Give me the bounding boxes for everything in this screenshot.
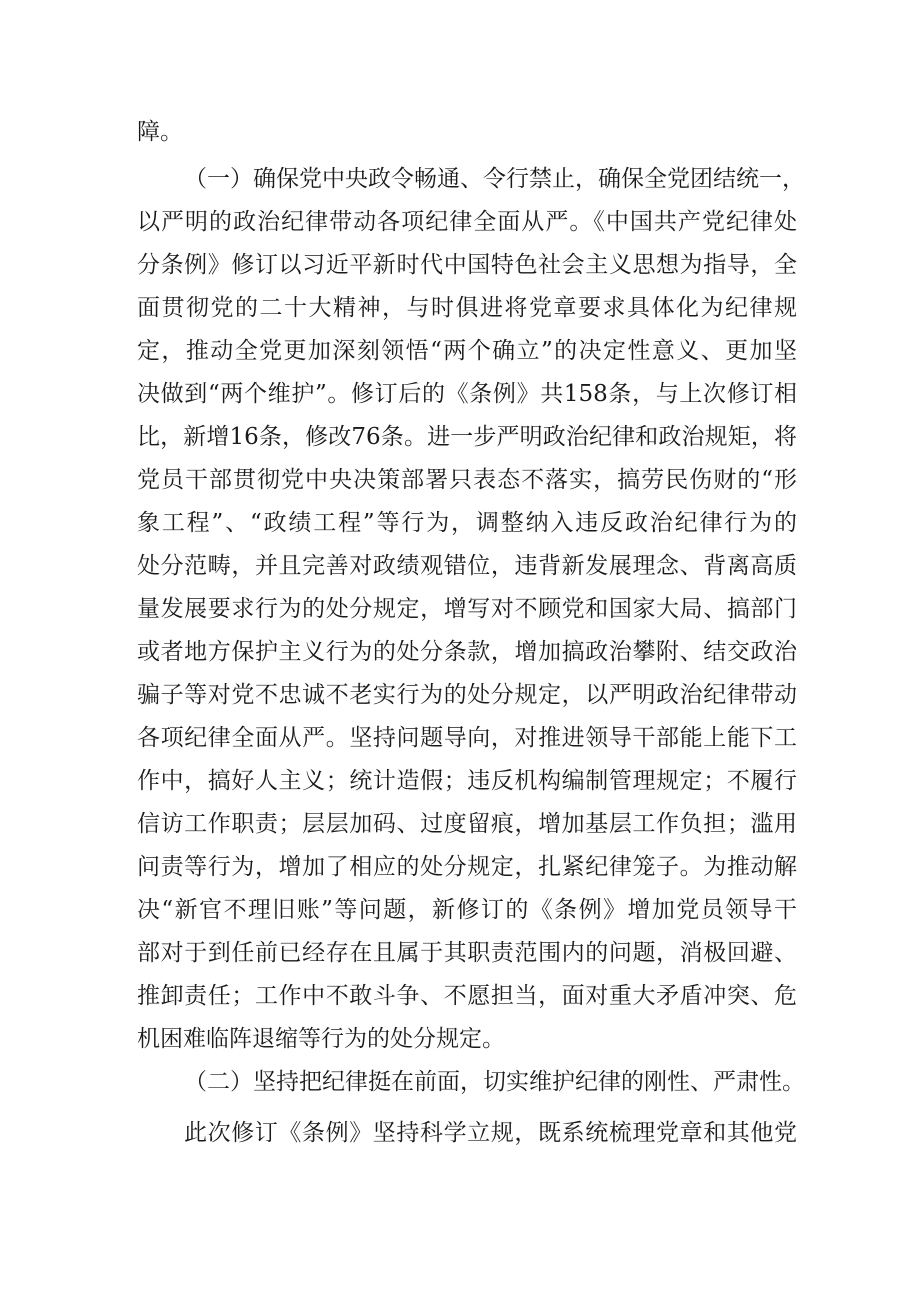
text-line: 部对于到任前已经存在且属于其职责范围内的问题，消极回避、 <box>137 940 797 966</box>
text-line: 面贯彻党的二十大精神，与时俱进将党章要求具体化为纪律规 <box>137 295 797 321</box>
text-line: 信访工作职责；层层加码、过度留痕，增加基层工作负担；滥用 <box>137 811 797 837</box>
text-line: 障。 <box>137 119 183 145</box>
text-line: 分条例》修订以习近平新时代中国特色社会主义思想为指导，全 <box>137 252 797 278</box>
paragraph-heading-2: （二）坚持把纪律挺在前面，切实维护纪律的刚性、严肃性。 <box>184 1069 805 1095</box>
text-line: 或者地方保护主义行为的处分条款，增加搞政治攀附、结交政治 <box>137 639 797 665</box>
text-line: 定，推动全党更加深刻领悟“两个确立”的决定性意义、更加坚 <box>137 338 797 364</box>
paragraph-heading-1: （一）确保党中央政令畅通、令行禁止，确保全党团结统一， <box>184 166 805 192</box>
text-line: 以严明的政治纪律带动各项纪律全面从严。《中国共产党纪律处 <box>137 209 797 235</box>
text-line: 处分范畴，并且完善对政绩观错位，违背新发展理念、背离高质 <box>137 553 797 579</box>
text-line: 党员干部贯彻党中央决策部署只表态不落实，搞劳民伤财的“形 <box>137 467 797 493</box>
text-line: 机困难临阵退缩等行为的处分规定。 <box>137 1026 505 1052</box>
text-line: 作中，搞好人主义；统计造假；违反机构编制管理规定；不履行 <box>137 768 797 794</box>
text-line: 此次修订《条例》坚持科学立规，既系统梳理党章和其他党 <box>184 1120 797 1146</box>
text-line: 量发展要求行为的处分规定，增写对不顾党和国家大局、搞部门 <box>137 596 797 622</box>
text-line: 决“新官不理旧账”等问题，新修订的《条例》增加党员领导干 <box>137 897 797 923</box>
text-line: 象工程”、“政绩工程”等行为，调整纳入违反政治纪律行为的 <box>137 510 797 536</box>
text-line: 决做到“两个维护”。修订后的《条例》共158条，与上次修订相 <box>137 381 797 407</box>
text-line: 各项纪律全面从严。坚持问题导向，对推进领导干部能上能下工 <box>137 725 797 751</box>
text-line: 骗子等对党不忠诚不老实行为的处分规定，以严明政治纪律带动 <box>137 682 797 708</box>
text-line: 推卸责任；工作中不敢斗争、不愿担当，面对重大矛盾冲突、危 <box>137 983 797 1009</box>
text-line: 比，新增16条，修改76条。进一步严明政治纪律和政治规矩，将 <box>137 424 797 450</box>
text-line: 问责等行为，增加了相应的处分规定，扎紧纪律笼子。为推动解 <box>137 854 797 880</box>
